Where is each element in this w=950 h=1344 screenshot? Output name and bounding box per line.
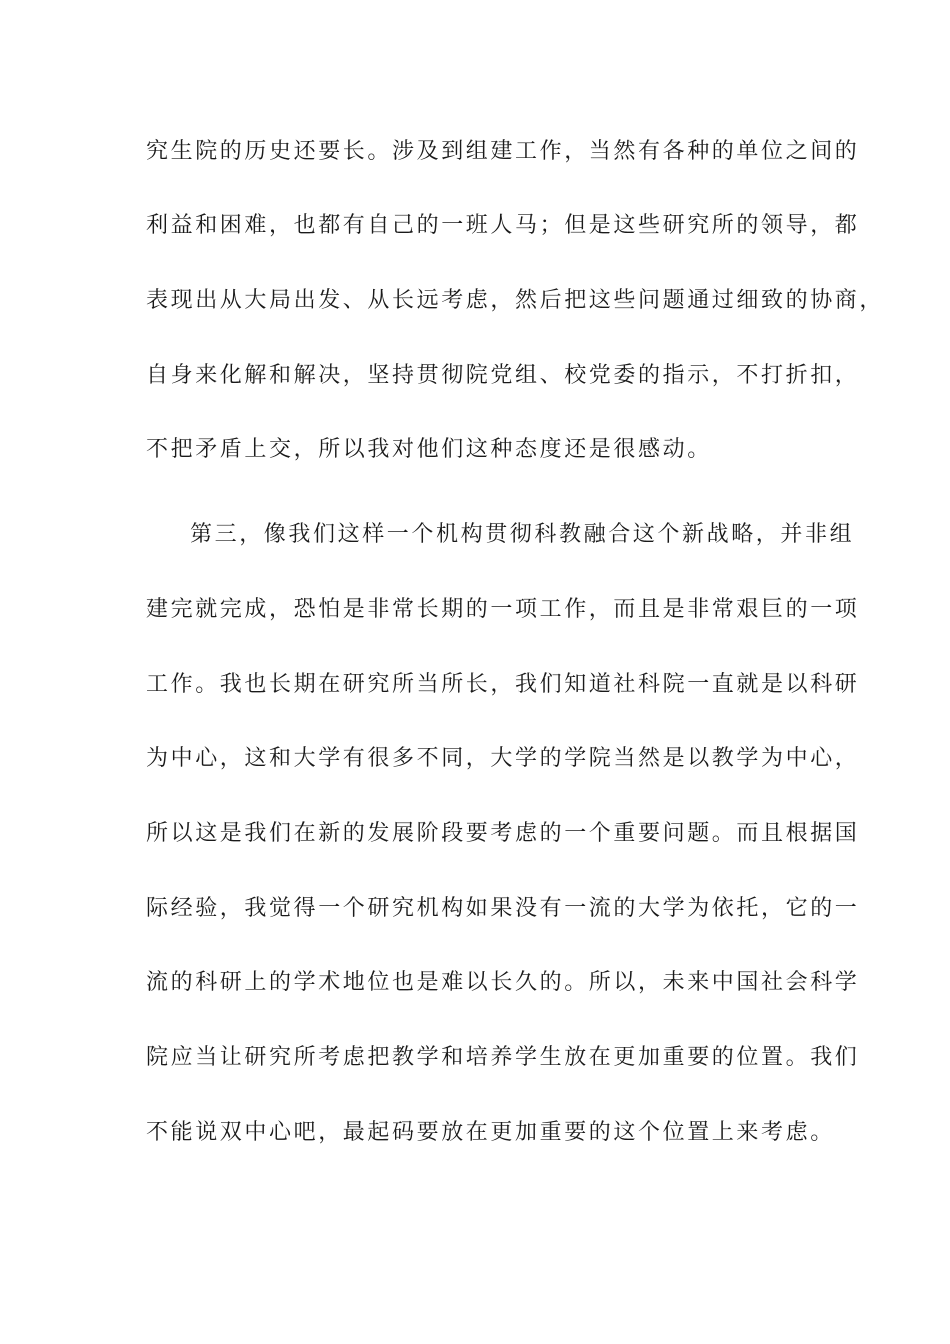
text-line: 究生院的历史还要长。涉及到组建工作，当然有各种的单位之间的: [146, 139, 860, 164]
text-line: 工作。我也长期在研究所当所长，我们知道社科院一直就是以科研: [146, 672, 860, 697]
text-line: 不能说双中心吧，最起码要放在更加重要的这个位置上来考虑。: [146, 1120, 835, 1145]
text-line: 为中心，这和大学有很多不同，大学的学院当然是以教学为中心，: [146, 746, 860, 771]
text-line: 不把矛盾上交，所以我对他们这种态度还是很感动。: [146, 437, 712, 462]
text-line: 建完就完成，恐怕是非常长期的一项工作，而且是非常艰巨的一项: [146, 597, 860, 622]
text-line: 利益和困难，也都有自己的一班人马；但是这些研究所的领导，都: [146, 213, 860, 238]
text-line: 表现出从大局出发、从长远考虑，然后把这些问题通过细致的协商，: [146, 288, 885, 313]
text-line: 际经验，我觉得一个研究机构如果没有一流的大学为依托，它的一: [146, 896, 860, 921]
text-line: 流的科研上的学术地位也是难以长久的。所以，未来中国社会科学: [146, 970, 860, 995]
text-line: 院应当让研究所考虑把教学和培养学生放在更加重要的位置。我们: [146, 1045, 860, 1070]
text-line: 自身来化解和解决，坚持贯彻院党组、校党委的指示，不打折扣，: [146, 363, 860, 388]
text-line: 第三，像我们这样一个机构贯彻科教融合这个新战略，并非组: [190, 522, 855, 547]
text-line: 所以这是我们在新的发展阶段要考虑的一个重要问题。而且根据国: [146, 821, 860, 846]
